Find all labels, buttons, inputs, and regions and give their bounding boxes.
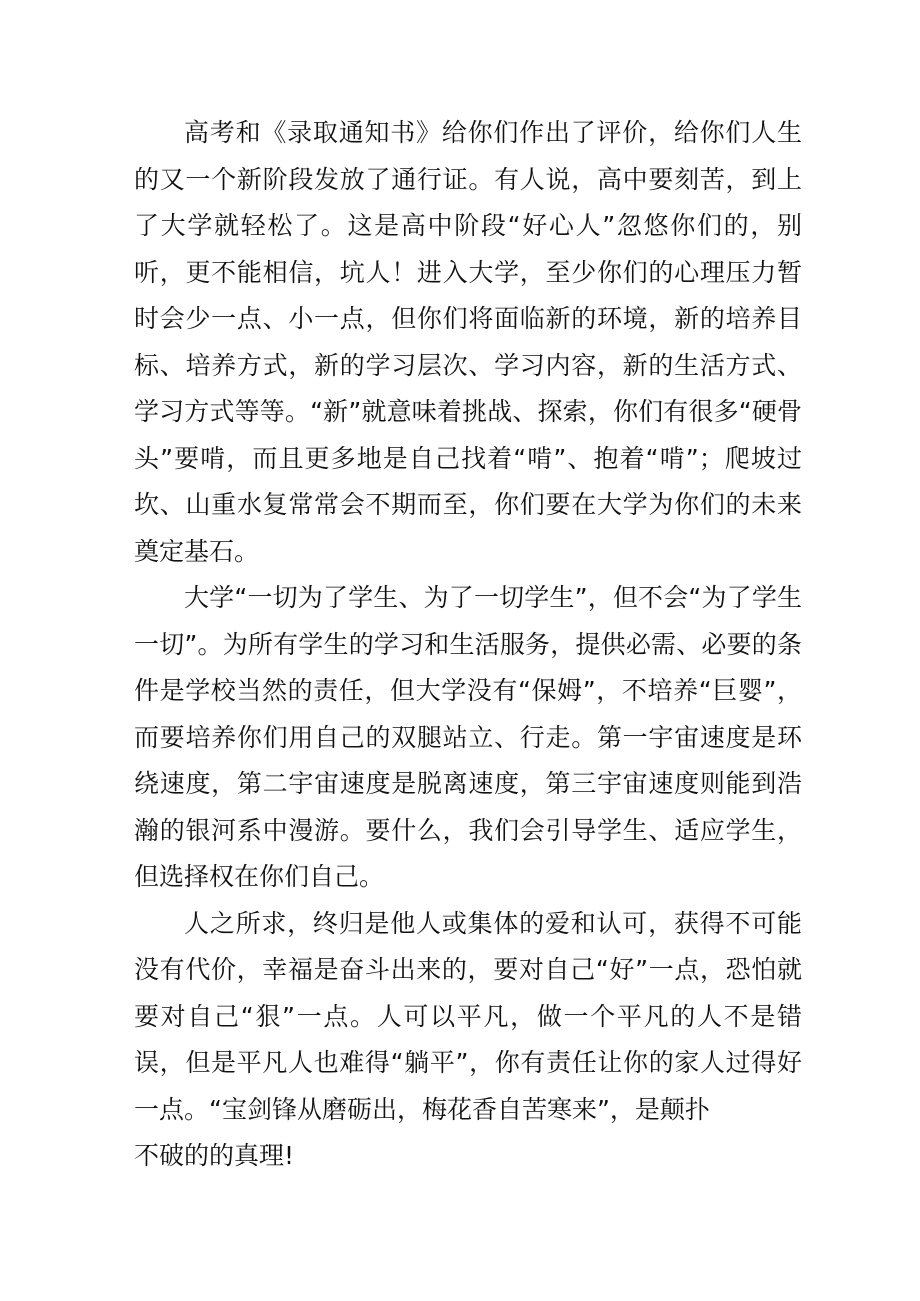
paragraph-3: 人之所求，终归是他人或集体的爱和认可，获得不可能没有代价，幸福是奋斗出来的，要对自己“好”一点，恐怕就要对自己“狠”一点。人可以平凡，做一个平凡的人不是错误，但是平凡人也难得“躺平”，你有责任让你的家人过得好一点。“宝剑锋从磨砺出，梅花香自苦寒来”，是颠扑 — [134, 908, 802, 1124]
paragraph-2: 大学“一切为了学生、为了一切学生”，但不会“为了学生一切”。为所有学生的学习和生活服务，提供必需、必要的条件是学校当然的责任，但大学没有“保姆”，不培养“巨婴”，而要培养你们用自己的双腿站立、行走。第一宇宙速度是环绕速度，第二宇宙速度是脱离速度，第三宇宙速度则能到浩瀚的银河系中漫游。要什么，我们会引导学生、适应学生，但选择权在你们自己。 — [134, 583, 802, 891]
closing-line: 不破的的真理! — [134, 1141, 295, 1170]
paragraph-1: 高考和《录取通知书》给你们作出了评价，给你们人生的又一个新阶段发放了通行证。有人说，高中要刻苦，到上了大学就轻松了。这是高中阶段“好心人”忽悠你们的，别听，更不能相信，坑人！进入大学，至少你们的心理压力暂时会少一点、小一点，但你们将面临新的环境，新的培养目标、培养方式，新的学习层次、学习内容，新的生活方式、学习方式等等。“新”就意味着挑战、探索，你们有很多“硬骨头”要啃，而且更多地是自己找着“啃”、抱着“啃”；爬坡过坎、山重水复常常会不期而至，你们要在大学为你们的未来奠定基石。 — [134, 118, 802, 566]
document-body — [134, 110, 802, 1180]
